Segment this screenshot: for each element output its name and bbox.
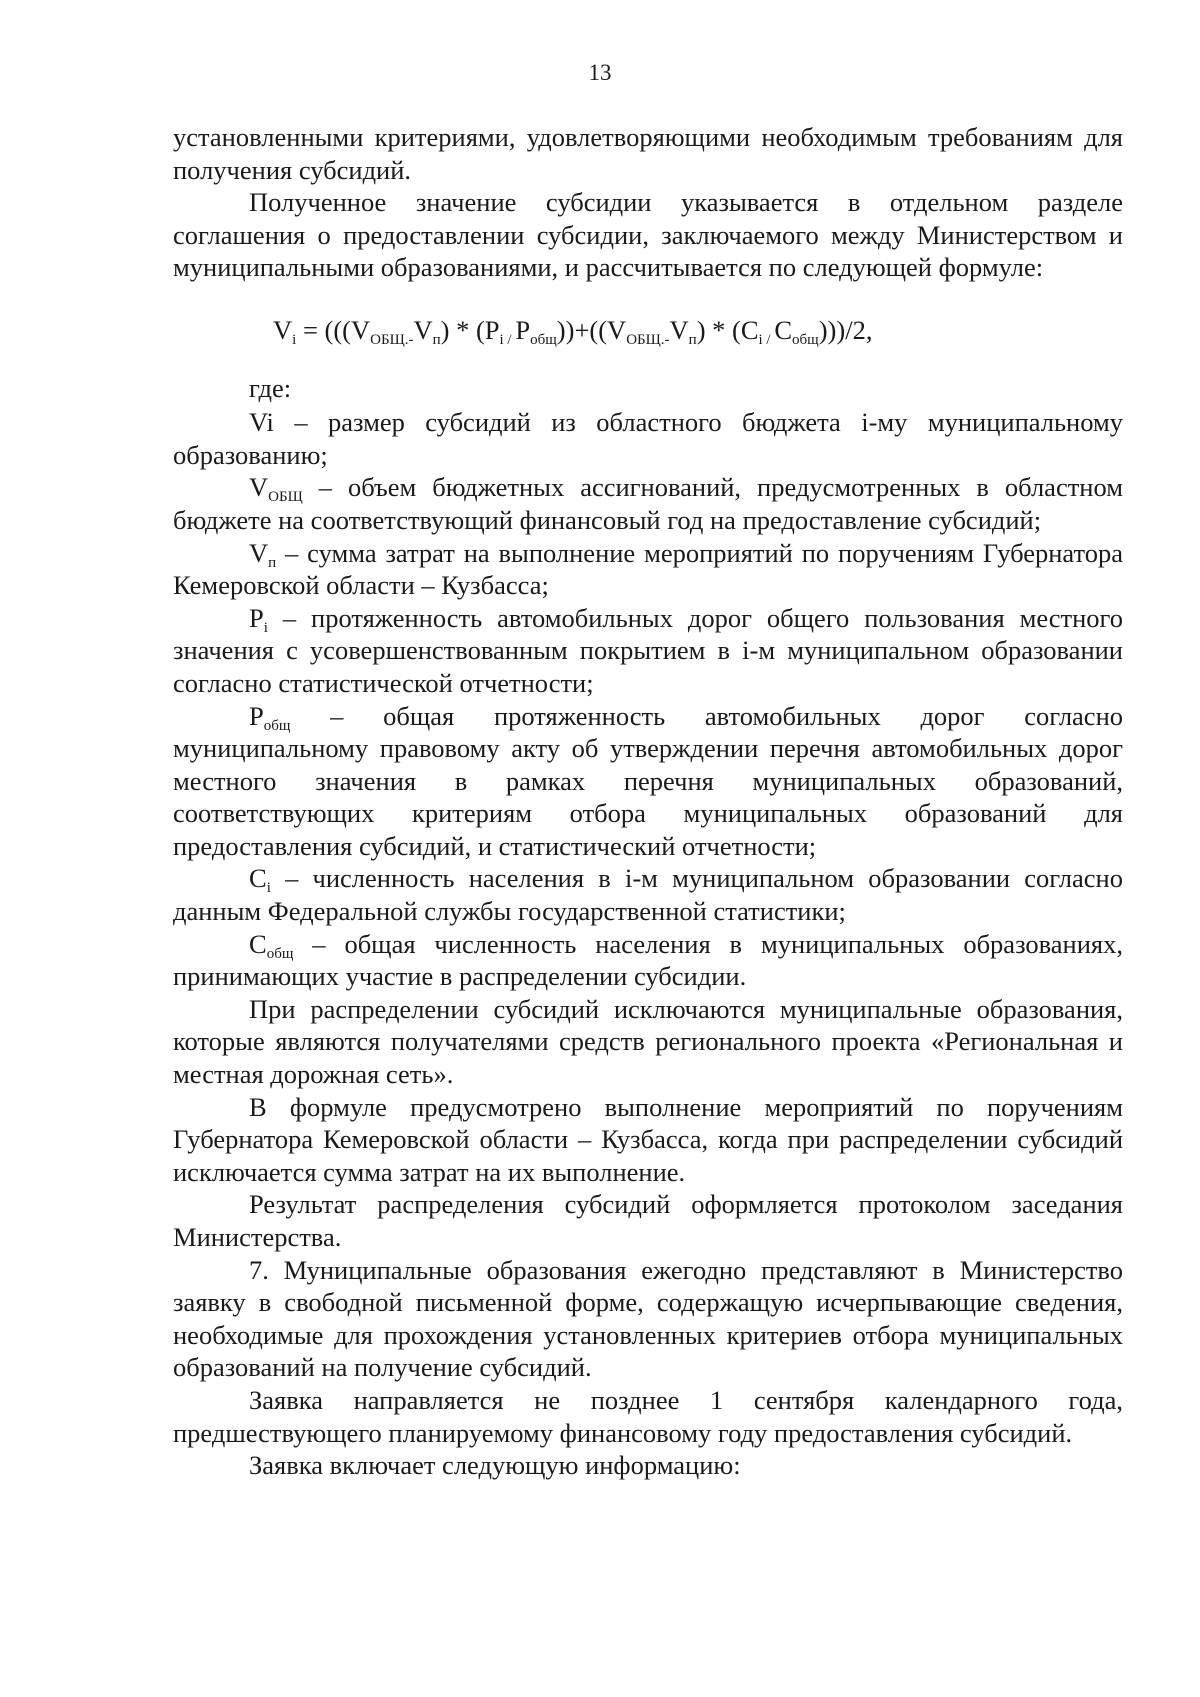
definition-vi: Vi – размер субсидий из областного бюджета i-му муниципальному образованию; bbox=[173, 407, 1123, 470]
definition-vp: $V_п$ – сумма затрат на выполнение мероприятий по поручениям Губернатора Кемеровской области – Кузбасса; bbox=[173, 537, 1123, 601]
paragraph-application-contents: Заявка включает следующую информацию: bbox=[249, 1450, 741, 1481]
paragraph-continuation: установленными критериями, удовлетворяющими необходимым требованиям для получения субсидий. bbox=[173, 122, 1123, 185]
definition-pi: $P_i$ – протяженность автомобильных дорог общего пользования местного значения с усовершенствованным покрытием в i-м муниципальном образовании согласно статистической отчетности; bbox=[173, 602, 1123, 698]
where-label: где: bbox=[249, 372, 292, 403]
definition-ci: $C_i$ – численность населения в i-м муниципальном образовании согласно данным Федеральной службы государственной статистики; bbox=[173, 863, 1123, 927]
paragraph-item-7: 7. Муниципальные образования ежегодно представляют в Министерство заявку в свободной письменной форме, содержащую исчерпывающие сведения, необходимые для прохождения установленных критериев отбора муниципальных образований на получение субсидий. bbox=[173, 1254, 1123, 1383]
paragraph-subsidy-value: Полученное значение субсидии указывается в отдельном разделе соглашения о предоставлении субсидии, заключаемого между Министерством и муниципальными образованиями, и рассчитывается по следующей формуле: bbox=[173, 187, 1123, 283]
page-number: 13 bbox=[588, 60, 612, 85]
definition-vobsh: $V_{ОБЩ}$ – объем бюджетных ассигнований, предусмотренных в областном бюджете на соответствующий финансовый год на предоставление субсидий; bbox=[173, 472, 1123, 535]
definition-cobsh: $C_{общ}$ – общая численность населения в муниципальных образованиях, принимающих участие в распределении субсидии. bbox=[173, 928, 1123, 992]
subsidy-formula: $V_i = (((V_{ОБЩ.-}V_п) * (P_{i /}$ $P_{общ}))+((V_{ОБЩ.-}V_п) * (C_{i /}$ $C_{общ})))/2$, bbox=[273, 314, 873, 348]
definition-pobsh: $P_{общ}$ – общая протяженность автомобильных дорог согласно муниципальному правовому акту об утверждении перечня автомобильных дорог местного значения в рамках перечня муниципальных образований, соответствующих критериям отбора муниципальных образований для предоставления субсидий, и статистический отчетности; bbox=[173, 700, 1123, 861]
paragraph-deadline: Заявка направляется не позднее 1 сентября календарного года, предшествующего планируемому финансовому году предоставления субсидий. bbox=[173, 1384, 1123, 1448]
paragraph-exclusion: При распределении субсидий исключаются муниципальные образования, которые являются получателями средств регионального проекта «Региональная и местная дорожная сеть». bbox=[173, 993, 1123, 1090]
paragraph-result: Результат распределения субсидий оформляется протоколом заседания Министерства. bbox=[173, 1189, 1123, 1252]
document-body bbox=[173, 121, 1123, 1482]
paragraph-formula-note: В формуле предусмотрено выполнение мероприятий по поручениям Губернатора Кемеровской области – Кузбасса, когда при распределении субсидий исключается сумма затрат на их выполнение. bbox=[173, 1091, 1123, 1187]
